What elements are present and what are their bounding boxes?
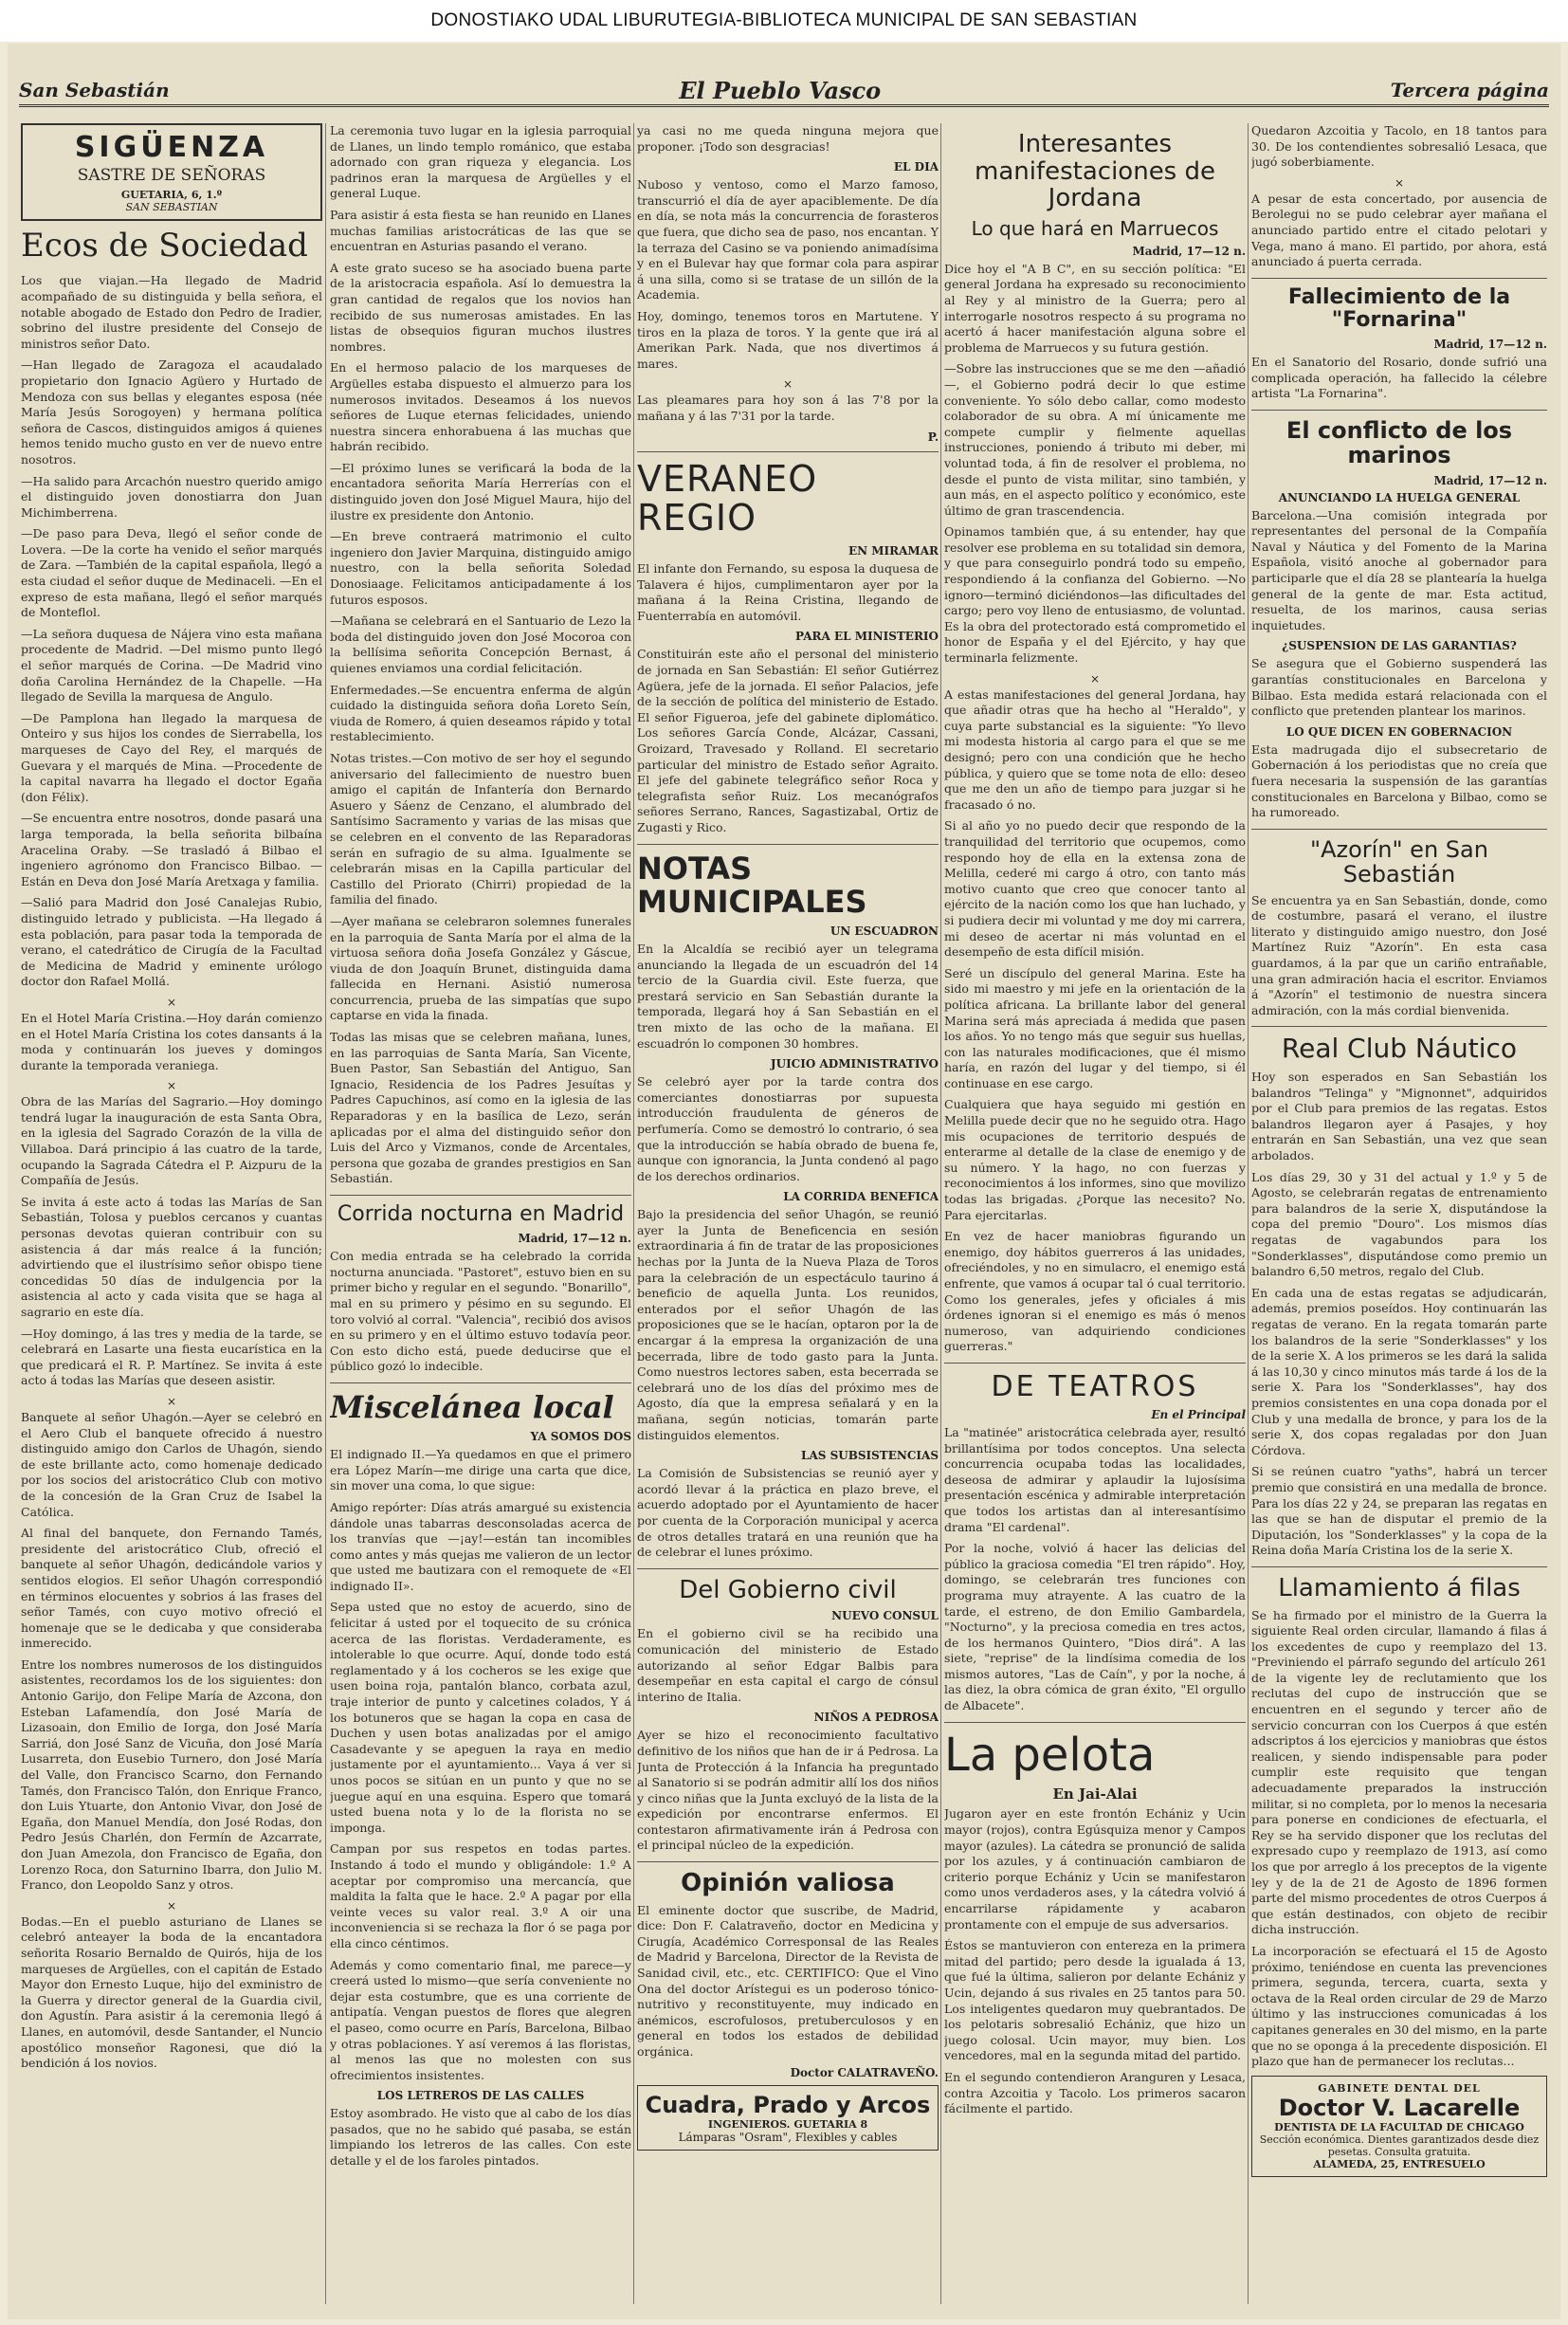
article-paragraph: Se invita á este acto á todas las Marías de San Sebastián, Tolosa y pueblos cercanos y cuantas personas devotas quieran contribuir con su asistencia á dar más realce á la función; advirtiendo que el ilustrísimo señor obispo tiene concedidas 50 días de indulgencia por la asistencia al acto y cada visita que se haga al sagrario en este día.	[21, 1194, 322, 1320]
article-paragraph: El infante don Fernando, su esposa la duquesa de Talavera é hijos, cumplimentaron ayer por la mañana á la Reina Cristina, llegando de Fuenterrabía en automóvil.	[637, 561, 939, 623]
article-paragraph: Se ha firmado por el ministro de la Guerra la siguiente Real orden circular, llamando á filas á los excedentes de cupo y reemplazo del 13. "Previniendo el párrafo segundo del artículo 261 de la vigente ley de reclutamiento que los reclutas del cupo de instrucción que se encuentren en el segundo y tercer año de servicio concurran con los Cuerpos á que estén adscriptos á los ejercicios y maniobras que éstos realicen, y siendo indispensable para poder cumplir este requisito que tengan adecuadamente preparados la instrucción militar, si no completa, por lo menos la necesaria para ponerse en condiciones de efectuarla, el Rey se ha servido disponer que los reclutas del expresado cupo y reemplazo de 1913, así como los que por arreglo á los preceptos de la vigente ley y de la de 21 de Agosto de 1896 formen parte del mismo procedentes de otros Cuerpos á que están destinados, con objeto de recibir dicha instrucción.	[1251, 1607, 1547, 1937]
article-paragraph: Banquete al señor Uhagón.—Ayer se celebró en el Aero Club el banquete ofrecido á nuestro distinguido amigo don Carlos de Uhagón, siendo de este brillante acto, como homenaje dedicado por los socios del aristocrático Club con motivo de la concesión de la Gran Cruz de Isabel la Católica.	[21, 1409, 322, 1519]
article-paragraph: Ayer se hizo el reconocimiento facultativo definitivo de los niños que han de ir á Pedrosa. La Junta de Protección á la Infancia ha preguntado al Sanatorio si se podrán admitir allí los dos niños y cinco niñas que la Junta excluyó de la lista de la expedición por encontrarse enfermos. El contestaron afirmativamente irán á Pedrosa con el principal núcleo de la expedición.	[637, 1728, 939, 1853]
article-paragraph: Con media entrada se ha celebrado la corrida nocturna anunciada. "Pastoret", estuvo bien en su primer bicho y regular en el segundo. "Bonarillo", mal en su primero y pésimo en su segundo. El toro volvió al corral. "Valencia", recibió dos avisos en su primero y en el último estuvo todavía peor. Con esto dicho está, puede deducirse que el público gozó lo indecible.	[330, 1249, 631, 1374]
dateline: Madrid, 17—12 n.	[1433, 473, 1547, 487]
article-paragraph: A pesar de esta concertado, por ausencia de Berolegui no se pudo celebrar ayer mañana el anunciado partido entre el citado pelotari y Vega, mano á mano. El partido, por ahora, está anunciado á puerta cerrada.	[1251, 191, 1547, 269]
ad-kicker: GABINETE DENTAL DEL	[1318, 2081, 1481, 2095]
article-paragraph: En el gobierno civil se ha recibido una comunicación del ministerio de Estado autorizando al señor Edgar Balbis para desempeñar en esta capital el cargo de cónsul interino de Italia.	[637, 1626, 939, 1704]
article-paragraph: Jugaron ayer en este frontón Echániz y Ucin mayor (rojos), contra Egúsquiza menor y Campos mayor (azules). La cátedra se pronunció de salida por los azules, y á continuación cambiaron de criterio porque Echániz y Ucin se manifestaron como unos verdaderos ases, y la cátedra volvió á encarrilarse rápidamente y acabaron prontamente con el empuje de sus adversarios.	[944, 1806, 1246, 1931]
headline-marinos: El conflicto de los marinos	[1285, 416, 1513, 469]
headline-fornarina: Fallecimiento de la "Fornarina"	[1287, 284, 1511, 332]
separator-mark: ×	[1089, 671, 1101, 686]
separator-mark: ×	[166, 995, 177, 1009]
subhead: LA CORRIDA BENEFICA	[783, 1190, 939, 1204]
article-paragraph: Opinamos también que, á su entender, hay que resolver ese problema en su totalidad sin demora, y que para conseguirlo pondrá todo su empeño, respondiendo á la confianza del Gobierno. —No ignoro—terminó diciéndonos—las dificultades del cargo; pero voy lleno de entusiasmo, de voluntad. Es la obra del protectorado está comprometido el honor de España y el del Ejército, y hay que terminarla felizmente.	[944, 524, 1246, 666]
archive-banner: DONOSTIAKO UDAL LIBURUTEGIA-BIBLIOTECA MUNICIPAL DE SAN SEBASTIAN	[0, 0, 1568, 42]
column-rule	[633, 123, 634, 2304]
subhead: EN MIRAMAR	[848, 544, 939, 558]
article-paragraph: En vez de hacer maniobras figurando un enemigo, doy hábitos guerreros á las unidades, ofreciéndoles, y no en simulacro, el enemigo está enfrente, que vamos á ocupar tal ó cual territorio. Como los generales, jefes y oficiales á mis órdenes ignoran si el enemigo es más ó menos numeroso, van adquiriendo condiciones guerreras."	[944, 1229, 1246, 1354]
article-paragraph: Hoy, domingo, tenemos toros en Martutene. Y tiros en la plaza de toros. Y la gente que irá al Amerikan Park. Nada, que nos divertimos á mares.	[637, 308, 939, 371]
article-paragraph: Enfermedades.—Se encuentra enferma de algún cuidado la distinguida señora doña Loreto Seín, viuda de Romero, á quien deseamos rápido y total restablecimiento.	[330, 682, 631, 744]
article-paragraph: Estoy asombrado. He visto que al cabo de los días pasados, que no he sabido qué pasaba, se están limpiando los letreros de las calles. Con este detalle y el de los faroles pintados.	[330, 2106, 631, 2169]
ad-name: Doctor V. Lacarelle	[1278, 2094, 1521, 2121]
article-paragraph: Si al año yo no puedo decir que respondo de la tranquilidad del territorio que ocupemos, como respondo hoy de ella en la extensa zona de Melilla, cederé mi cargo á otro, con tanto más motivo cuanto que creo que conocer tanto al ejército de la nación como los que han luchado, y si pudiera decir mi voluntad y me doy mi carrera, mi deseo de acertar ni más voluntad en el desempeño de esta difícil misión.	[944, 818, 1246, 960]
article-paragraph: La Comisión de Subsistencias se reunió ayer y acordó llevar á la práctica en plazo breve, el acuerdo adoptado por el Ayuntamiento de hacer por cuenta de la Corporación municipal y acerca de otros detalles tratará en una reunión que ha de celebrar el lunes próximo.	[637, 1466, 939, 1560]
siguenza-ad	[21, 123, 322, 221]
article-paragraph: Los días 29, 30 y 31 del actual y 1.º y 5 de Agosto, se celebrarán regatas de entrenamiento para balandros de la serie X, disputándose la copa del premio "Douro". Los mismos días regatas de vagabundos para los "Sonderklasses", disputándose como premio un balandro 6,50 metros, regalo del Club.	[1251, 1169, 1547, 1279]
running-head-right: Tercera página	[1390, 79, 1549, 101]
headline-opinion: Opinión valiosa	[681, 1869, 895, 1898]
article-paragraph: Para asistir á esta fiesta se han reunido en Llanes muchas familias aristocráticas de las que se encuentran en Asturias pasando el verano.	[330, 207, 631, 254]
divider	[330, 1195, 631, 1196]
article-paragraph: A estas manifestaciones del general Jordana, hay que añadir otras que ha hecho al "Heraldo", y cuya parte substancial es la siguiente: "Yo llevo mi modesta historia al cargo para el que se me designó; pero con una condición que he hecho pública, y quiero que se tome nota de ello: deseo que me den un año de tiempo para juzgar si he fracasado ó no.	[944, 687, 1246, 812]
cuadra-ad	[637, 2085, 939, 2151]
article-paragraph: Éstos se mantuvieron con entereza en la primera mitad del partido; pero desde la igualada á 13, que fué la última, salieron por delante Echániz y Ucin, dejando á sus rivales en 25 tantos para 50. Los inteligentes quedaron muy quebrantados. De los pelotaris sobresalió Echániz, que hizo un juego colosal. Ucin mayor, muy bien. Los vencedores, mal en la segunda mitad del partido.	[944, 1938, 1246, 2063]
article-paragraph: ya casi no me queda ninguna mejora que proponer. ¡Todo son desgracias!	[637, 123, 939, 154]
article-paragraph: Obra de las Marías del Sagrario.—Hoy domingo tendrá lugar la inauguración de esta Santa Obra, en la iglesia del Sagrado Corazón de la villa de Villaboa. Dará principio á las cuatro de la tarde, ocupando la Sagrada Cátedra el P. Aizpuru de la Compañía de Jesús.	[21, 1094, 322, 1188]
divider	[1251, 829, 1547, 830]
subhead: LO QUE DICEN EN GOBERNACION	[1285, 724, 1513, 739]
subhead: ANUNCIANDO LA HUELGA GENERAL	[1278, 490, 1521, 504]
article-paragraph: En el segundo contendieron Aranguren y Lesaca, contra Azcoitia y Tacolo. Los primeros sacaron fácilmente el partido.	[944, 2069, 1246, 2116]
ad-city: SAN SEBASTIAN	[125, 201, 218, 213]
headline-llamamiento: Llamamiento á filas	[1278, 1573, 1521, 1602]
section-title: Ecos de Sociedad	[21, 227, 308, 265]
article-paragraph: Dice hoy el "A B C", en su sección política: "El general Jordana ha expresado su reconocimiento al Rey y al ministro de la Guerra; pero al interrogarle nosotros respecto á su programa no acertó á hacer manifestación alguna sobre el problema de Marruecos y su futura gestión.	[944, 261, 1246, 355]
headline-teatros: DE TEATROS	[991, 1369, 1199, 1403]
article-paragraph: Hoy son esperados en San Sebastián los balandros "Telinga" y "Mignonnet", adquiridos por el Club para premios de las regatas. Estos balandros llegaron ayer á Pasajes, y hoy entrarán en San Sebastián, una vez que sean arbolados.	[1251, 1070, 1547, 1163]
article-paragraph: En la Alcaldía se recibió ayer un telegrama anunciando la llegada de un escuadrón del 14 tercio de la Guardia civil. Este fuerza, que prestará servicio en San Sebastián durante la temporada, llegará hoy á San Sebastián en el tren mixto de las ocho de la mañana. El escuadrón lo componen 30 hombres.	[637, 941, 939, 1051]
running-head-left: San Sebastián	[19, 79, 170, 101]
separator-mark: ×	[1394, 175, 1405, 190]
divider	[1251, 1566, 1547, 1567]
ad-sub: INGENIEROS. GUETARIA 8	[707, 2117, 868, 2131]
subhead: En el Principal	[1151, 1407, 1246, 1421]
article-paragraph: Campan por sus respetos en todas partes. Instando á todo el mundo y obligándole: 1.º A aceptar por compromiso una mercancía, que maldita la falta que le hace. 2.º A pagar por ella veinte veces su valor real. 3.º A oir una inconveniencia si se rechaza la flor ó se paga por ella cinco céntimos.	[330, 1841, 631, 1950]
article-paragraph: El eminente doctor que suscribe, de Madrid, dice: Don F. Calatraveño, doctor en Medicina y Cirugía, Académico Corresponsal de las Reales de Madrid y Barcelona, Director de la Revista de Sanidad civil, etc., etc. CERTIFICO: Que el Vino Ona del doctor Arístegui es un poderoso tónico-nutritivo y reconstituyente, muy indicado en anémicos, escrofulosos, pretuberculosos y en general en todos los estados de debilidad orgánica.	[637, 1902, 939, 2059]
article-paragraph: Bajo la presidencia del señor Uhagón, se reunió ayer la Junta de Beneficencia en sesión extraordinaria á fin de tratar de las proposiciones hechas por la Junta de la Nueva Plaza de Toros para la celebración de un espectáculo taurino á beneficio de aquella Junta. Los reunidos, enterados por el señor Uhagón de las proposiciones que se le hacían, optaron por la de encargar á la empresa la organización de una becerrada, libre de todo gasto para la Junta. Como nuestros lectores saben, esta becerrada se celebrará uno de los días del próximo mes de Agosto, día que la empresa señalará y en la mañana, según noticias, tomarán parte distinguidos elementos.	[637, 1207, 939, 1442]
newspaper-page	[8, 44, 1560, 2319]
article-paragraph: Constituirán este año el personal del ministerio de jornada en San Sebastián: El señor Gutiérrez Agüera, jefe de la jornada. El señor Palacios, jefe de la sección de política del ministerio de Estado. El señor Figueroa, jefe del gabinete diplomático. Los señores García Conde, Alcázar, Cassani, Groizard, Travesado y Rolland. El secretario particular del ministro de Estado señor Agraito. El jefe del gabinete telegráfico señor Roca y telegrafista señor Ruiz. Los mecanógrafos señores Serrano, Rances, Sagastizabal, Ortiz de Zugasti y Rico.	[637, 647, 939, 834]
divider	[330, 1382, 631, 1383]
article-paragraph: Además y como comentario final, me parece—y creerá usted lo mismo—que sería conveniente no dejar esta costumbre, que es una corriente de antipatía. Vengan puestos de flores que alegren el paseo, como ocurre en París, Barcelona, Bilbao y otras poblaciones. Y así veremos á las floristas, al menos las que no molesten con sus ofrecimientos insistentes.	[330, 1957, 631, 2082]
subhead: YA SOMOS DOS	[530, 1430, 631, 1444]
ad-line: DENTISTA DE LA FACULTAD DE CHICAGO	[1274, 2120, 1524, 2133]
article-paragraph: Al final del banquete, don Fernando Tamés, presidente del aristocrático Club, ofreció el banquete al señor Uhagón, dedicándole varios y sentidos elogios. El señor Uhagón correspondió en términos elocuentes y sobrios á las frases del señor Tamés, con cuyo motivo ofreció el homenaje que se le dedicaba y que consideraba inmerecido.	[21, 1526, 322, 1651]
subhead: ¿SUSPENSION DE LAS GARANTIAS?	[1282, 639, 1517, 653]
article-paragraph: Quedaron Azcoitia y Tacolo, en 18 tantos para 30. De los contendientes sobresalió Lesaca, que jugó soberbiamente.	[1251, 123, 1547, 170]
article-paragraph: —Sobre las instrucciones que se me den —añadió—, el Gobierno podrá decir lo que estime conveniente. Yo sólo debo callar, como modesto colaborador de su obra. A mí únicamente me compete cumplir y fielmente aquellas instrucciones, poniendo á tributo mi deber, mi voluntad toda, á fin de resolver el problema, no desde el punto de vista militar, sino también, y aun más, en el aspecto político y económico, este último de gran trascendencia.	[944, 361, 1246, 518]
article-paragraph: Amigo repórter: Días atrás amargué su existencia dándole unas tabarras desconsoladas acerca de los tranvías que —¡ay!—están tan incomibles como antes y más quejas me valieron de un lector que usted me bautizara con el remoquete de «El indignado II».	[330, 1499, 631, 1593]
subhead: JUICIO ADMINISTRATIVO	[770, 1057, 939, 1071]
article-paragraph: Barcelona.—Una comisión integrada por representantes del personal de la Compañía Naval y Náutica y del Fomento de la Marina Española, visitó anoche al gobernador para participarle que el día 28 se plantearía la huelga general de la gente de mar. Esta actitud, resuelta, de los marinos, causa serias inquietudes.	[1251, 507, 1547, 632]
ad-line: Lámparas "Osram", Flexibles y cables	[678, 2130, 898, 2144]
ad-line: Sección económica. Dientes garantizados desde diez pesetas. Consulta gratuita.	[1259, 2133, 1540, 2158]
subhead: NIÑOS A PEDROSA	[813, 1711, 939, 1725]
divider	[637, 844, 939, 845]
subheadline-marruecos: Lo que hará en Marruecos	[971, 216, 1219, 240]
ad-address: ALAMEDA, 25, ENTRESUELO	[1313, 2157, 1486, 2170]
article-paragraph: En cada una de estas regatas se adjudicarán, además, premios poseídos. Hoy continuarán las regatas de verano. En la regata tomarán parte los balandros de la serie "Sonderklasses" y los de la serie X. A los primeros se les dará la salida á las 10,30 y cinco minutos más tarde á los de la serie X. Para los "Sonderklasses", hay dos premios consistentes en una copa donada por el Club y una medalla de bronce, y para los de la serie X, dos copas regaladas por don Juan Córdova.	[1251, 1285, 1547, 1457]
article-paragraph: Los que viajan.—Ha llegado de Madrid acompañado de su distinguida y bella señora, el notable abogado de Estado don Pedro de Iradier, sobrino del ilustre presidente del Consejo de ministros señor Dato.	[21, 273, 322, 351]
article-paragraph: La ceremonia tuvo lugar en la iglesia parroquial de Llanes, un lindo templo románico, que estaba adornado con gran riqueza y elegancia. Los padrinos eran la marquesa de Argüelles y el general Luque.	[330, 123, 631, 201]
article-paragraph: —De paso para Deva, llegó el señor conde de Lovera. —De la corte ha venido el señor marqués de Zara. —También de la capital española, llegó a esta ciudad el señor duque de Medinaceli. —En el expreso de esta mañana, llegó el señor marqués de Monteflol.	[21, 526, 322, 620]
headline-notas: NOTAS MUNICIPALES	[637, 850, 867, 920]
divider	[944, 1722, 1246, 1723]
column-3	[637, 123, 939, 2304]
headline-miscelanea: Miscelánea local	[330, 1388, 614, 1425]
separator-mark: ×	[166, 1079, 177, 1093]
article-paragraph: La "matinée" aristocrática celebrada ayer, resultó brillantísima por todos conceptos. Una selecta concurrencia ocupaba todas las localidades, deseosa de admirar y aplaudir la lujosísima presentación escénica y admirable interpretación que todos los artistas dan al interesantísimo drama "El cardenal".	[944, 1424, 1246, 1534]
ad-name: SIGÜENZA	[74, 131, 269, 164]
article-paragraph: —Salió para Madrid don José Canalejas Rubio, distinguido letrado y publicista. —Ha llegado á esta población, para pasar toda la temporada de verano, el catedrático de Cirugía de la Facultad de Medicina de Madrid y eminente urólogo doctor don Rafael Mollá.	[21, 895, 322, 989]
masthead: El Pueblo Vasco	[679, 76, 882, 104]
headline-pelota: La pelota	[944, 1728, 1156, 1782]
headline-jordana: Interesantes manifestaciones de Jordana	[975, 130, 1215, 213]
signature: P.	[927, 430, 939, 444]
article-paragraph: Nuboso y ventoso, como el Marzo famoso, transcurrió el día de ayer apaciblemente. De día en día, se nota más la concurrencia de forasteros que fuera, que dicho sea de paso, nos encantan. Y la terraza del Casino se va poniendo animadísima y en el Bulevar hay que formar cola para aspirar á una silla, como si se tratase de un sillón de la Academia.	[637, 177, 939, 302]
signature: Doctor CALATRAVEÑO.	[790, 2065, 939, 2079]
article-paragraph: Esta madrugada dijo el subsecretario de Gobernación á los periodistas que no creía que fuera necesaria la suspensión de las garantías constitucionales en Barcelona y Bilbao, como se ha rumoreado.	[1251, 741, 1547, 820]
divider	[1251, 1026, 1547, 1027]
column-rule	[940, 123, 941, 2304]
article-paragraph: Bodas.—En el pueblo asturiano de Llanes se celebró anteayer la boda de la encantadora señorita Rosario Bernaldo de Quirós, hija de los marqueses de Argüelles, con el capitán de Estado Mayor don Ernesto Luque, hijo del exministro de la Guerra y director general de la Guardia civil, don Agustín. Para asistir á la ceremonia llegó á Llanes, en automóvil, desde Santander, el Nuncio apostólico monseñor Ragonesi, que dió la bendición á los novios.	[21, 1913, 322, 2071]
column-1	[21, 123, 322, 2304]
ad-address: GUETARIA, 6, 1.º	[120, 189, 223, 201]
subhead: PARA EL MINISTERIO	[795, 630, 939, 644]
dateline: Madrid, 17—12 n.	[1433, 338, 1547, 352]
article-paragraph: Todas las misas que se celebren mañana, lunes, en las parroquias de Santa María, San Vicente, Buen Pastor, San Sebastián del Antiguo, San Ignacio, Residencia de los Padres Jesuítas y Padres Capuchinos, así como en la iglesia de las Reparadoras y en la basílica de Lezo, serán aplicadas por el alma del distinguido señor don Luis del Arco y Vizmanos, conde de Arcentales, persona que gozaba de grandes prestigios en San Sebastián.	[330, 1030, 631, 1186]
subhead: En Jai-Alai	[1052, 1785, 1138, 1803]
divider	[944, 1363, 1246, 1364]
headline-veraneo: VERANEO REGIO	[637, 457, 818, 540]
signature: EL DIA	[893, 160, 939, 174]
subhead: NUEVO CONSUL	[831, 1609, 939, 1623]
column-4	[944, 123, 1246, 2304]
article-paragraph: —De Pamplona han llegado la marquesa de Onteiro y sus hijos los condes de Sierrabella, los marqueses de Cayo del Rey, el marqués de Guevara y el marqués de Mina. —Procedente de la capital navarra ha llegado el doctor Egaña (don Félix).	[21, 710, 322, 804]
article-paragraph: —En breve contraerá matrimonio el culto ingeniero don Javier Marquina, distinguido amigo nuestro, con la bella señorita Soledad Donosiaage. Felicitamos anticipadamente á los futuros esposos.	[330, 529, 631, 607]
article-paragraph: En el hermoso palacio de los marqueses de Argüelles estaba dispuesto el almuerzo para los numerosos invitados. Deseamos á los nuevos señores de Luque eternas felicidades, uniendo nuestra sincera enhorabuena á las muchas que habrán recibido.	[330, 360, 631, 454]
article-paragraph: Seré un discípulo del general Marina. Este ha sido mi maestro y mi jefe en la orientación de la política africana. La brillante labor del general Marina será más apreciada á medida que pasen los años. Yo no tengo más que seguir sus huellas, con las naturales modificaciones, que él mismo haría, en razón del lugar y del tiempo, si él continuase en ese cargo.	[944, 965, 1246, 1090]
article-paragraph: Por la noche, volvió á hacer las delicias del público la graciosa comedia "El tren rápido". Hoy, domingo, se celebrarán tres funciones con programa muy atrayente. A las cuatro de la tarde, el estreno, de don Emilio Gambardela, "Nocturno", y la preciosa comedia en tres actos, de los hermanos Quintero, "Dios dirá". A las siete, "reprise" de la lindísima comedia de los mismos autores, "Las de Caín", y por la noche, á las diez, la obra cómica de gran éxito, "El orgullo de Albacete".	[944, 1541, 1246, 1713]
article-paragraph: La incorporación se efectuará el 15 de Agosto próximo, teniéndose en cuenta las prevenciones primera, segunda, tercera, cuarta, sexta y octava de la Real orden circular de 29 de Marzo último y las instrucciones comunicadas á los capitanes generales en 30 del mismo, en la parte que no se oponga á la precedente disposición. El plazo que han de permanecer los reclutas...	[1251, 1943, 1547, 2069]
article-paragraph: —La señora duquesa de Nájera vino esta mañana procedente de Madrid. —Del mismo punto llegó el señor marqués de Corina. —De Madrid vino doña Carolina Hernández de la Chapelle. —Ha llegado de Sevilla la marquesa de Angulo.	[21, 626, 322, 705]
article-paragraph: Notas tristes.—Con motivo de ser hoy el segundo aniversario del fallecimiento de nuestro buen amigo el capitán de Infantería don Bernardo Asuero y Sáenz de Cenzano, el alumbrado del Santísimo Sacramento y varias de las misas que se celebren en el convento de las Reparadoras serán en sufragio de su alma. Igualmente se celebrarán misas en la Capilla particular del Castillo del Priorato (Chirri) propiedad de la familia del finado.	[330, 750, 631, 907]
article-paragraph: —El próximo lunes se verificará la boda de la encantadora señorita María Herrerías con el distinguido joven don José Miguel Maura, hijo del ilustre ex presidente don Antonio.	[330, 460, 631, 522]
article-paragraph: —Se encuentra entre nosotros, donde pasará una larga temporada, la bella señorita bilbaína Aracelina Oraby. —Se trasladó á Bilbao el ingeniero agrónomo don Francisco Bilbao. —Están en Deva don José María Aretxaga y familia.	[21, 811, 322, 888]
separator-mark: ×	[166, 1394, 177, 1408]
article-paragraph: —Hoy domingo, á las tres y media de la tarde, se celebrará en Lasarte una fiesta eucarística en la que predicará el R. P. Martínez. Se invita á este acto á todas las Marías que deseen asistir.	[21, 1326, 322, 1388]
ad-trade: SASTRE DE SEÑORAS	[77, 166, 266, 185]
headline-nautico: Real Club Náutico	[1281, 1033, 1518, 1065]
article-paragraph: Las pleamares para hoy son á las 7'8 por la mañana y á las 7'31 por la tarde.	[637, 393, 939, 423]
dateline: Madrid, 17—12 n.	[1132, 244, 1246, 258]
dateline: Madrid, 17—12 n.	[518, 1232, 631, 1246]
lacarelle-ad	[1251, 2076, 1547, 2177]
running-head	[19, 76, 1549, 107]
divider	[637, 1861, 939, 1862]
article-paragraph: Se celebró ayer por la tarde contra dos comerciantes donostiarras por supuesta introducción fraudulenta de géneros de perfumería. Como se demostró lo contrario, ó sea que la introducción se había obrado de buena fe, aunque con ignorancia, la Junta condenó al pago de los derechos ordinarios.	[637, 1074, 939, 1183]
column-rule	[325, 123, 326, 2304]
column-5	[1251, 123, 1547, 2304]
article-paragraph: Sepa usted que no estoy de acuerdo, sino de felicitar á usted por el toquecito de su crónica acerca de las floristas. Verdaderamente, es intolerable lo que ocurre. Aquí, donde todo está reglamentado y á los cocheros se les exige que usen boina roja, pantalón blanco, corbata azul, traje interior de punto y calcetines colados, Y á los botuneros que se hagan la copa en casa de Duchen y usen botas analizadas por el amigo Casadevante y se apeguen la raya en medio justamente por el ayuntamiento... Vaya á ver si unos pocos se sitúan en un punto y que no se juegue aquí en una esquina. Espero que tomará usted buena nota y lo de la florista no se imponga.	[330, 1600, 631, 1835]
article-paragraph: Se asegura que el Gobierno suspenderá las garantías constitucionales en Barcelona y Bilbao. Esta medida estará relacionada con el conflicto que pretenden plantear los marinos.	[1251, 656, 1547, 719]
article-paragraph: Cualquiera que haya seguido mi gestión en Melilla puede decir que no he seguido otra. Hago mis ocupaciones de territorio después de enterarme al detalle de la clase de enemigo y de su número. Y la hago, no con fuerzas y reconocimientos á los informes, sino que movilizo todas las brigadas. ¿Porque las necesito? No. Para ejercitarlas.	[944, 1097, 1246, 1222]
separator-mark: ×	[166, 1898, 177, 1913]
divider	[637, 451, 939, 452]
article-paragraph: A este grato suceso se ha asociado buena parte de la aristocracia española. Así lo demuestra la gran cantidad de regalos que los novios han recibido de sus numerosas amistades. En las listas de obsequios figuran muchos ilustres nombres.	[330, 260, 631, 354]
divider	[637, 1568, 939, 1569]
separator-mark: ×	[782, 377, 793, 392]
subhead: UN ESCUADRON	[830, 924, 939, 938]
article-paragraph: —Ayer mañana se celebraron solemnes funerales en la parroquia de Santa María por el alma de la virtuosa señora doña Josefa González y Gáscue, viuda de don Joaquín Brunet, distinguida dama fallecida en Hernani. Asistió numerosa concurrencia, prueba de las simpatías que supo captarse en vida la finada.	[330, 913, 631, 1023]
article-paragraph: En el Sanatorio del Rosario, donde sufrió una complicada operación, ha fallecido la célebre artista "La Fornarina".	[1251, 355, 1547, 401]
headline-gobierno: Del Gobierno civil	[679, 1575, 897, 1604]
article-paragraph: Se encuentra ya en San Sebastián, donde, como de costumbre, pasará el verano, el ilustre literato y distinguido amigo nuestro, don José Martínez Ruiz "Azorín". En esta casa guardamos, á la par que un cariño entrañable, una gran admiración hacia el escritor. Enviamos á "Azorín" el testimonio de nuestra sincera admiración, con la más cordial bienvenida.	[1251, 892, 1547, 1017]
article-paragraph: Entre los nombres numerosos de los distinguidos asistentes, recordamos los de los siguientes: don Antonio Garijo, don Felipe María de Azcona, don Esteban Lafamendía, don José María de Lizasoain, don Emilio de Iorga, don José María Sarriá, don José Sanz de Vicuña, don José María Lusarreta, don Eusebio Turnero, don José María del Valle, don Francisco Scarno, don Fernando Tamés, don Francisco Talón, don Enrique Franco, don Luis Ytuarte, don Antonio Vivar, don José de Egaña, don Manuel Mendía, don José Rodas, don Pedro Jesús Charlén, don Fermín de Azcarrate, don Juan Amezola, don Francisco de Egaña, don Lorenzo Roca, don Saturnino Ibarra, don Julio M. Franco, don Leopoldo Sanz y otros.	[21, 1657, 322, 1893]
headline-corrida: Corrida nocturna en Madrid	[337, 1202, 625, 1226]
ad-title: Cuadra, Prado y Arcos	[645, 2091, 931, 2118]
divider	[1251, 410, 1547, 411]
headline-azorin: "Azorín" en San Sebastián	[1310, 835, 1488, 888]
article-paragraph: En el Hotel María Cristina.—Hoy darán comienzo en el Hotel María Cristina los cotes dansants á la moda y continuarán los jueves y domingos durante la temporada veraniega.	[21, 1010, 322, 1072]
article-paragraph: —Han llegado de Zaragoza el acaudalado propietario don Ignacio Agüero y Hurtado de Mendoza con sus bellas y elegantes esposa (née María Jesús Sorogoyen) y hermana política señora de Cascos, distinguidos amigos á quienes hemos tenido mucho gusto en ver de nuevo entre nosotros.	[21, 357, 322, 467]
article-paragraph: —Ha salido para Arcachón nuestro querido amigo el distinguido joven donostiarra don Juan Michimberrena.	[21, 473, 322, 520]
article-paragraph: —Mañana se celebrará en el Santuario de Lezo la boda del distinguido joven don José Mocoroa con la bellísima señorita Concepción Bernast, á quienes enviamos una cordial felicitación.	[330, 613, 631, 675]
subhead: LOS LETREROS DE LAS CALLES	[376, 2089, 585, 2103]
divider	[1251, 278, 1547, 279]
column-rule	[1248, 123, 1249, 2304]
column-2	[330, 123, 631, 2304]
subhead: LAS SUBSISTENCIAS	[801, 1449, 939, 1463]
article-paragraph: El indignado II.—Ya quedamos en que el primero era López Marín—me dirige una carta que dice, sin mover una coma, lo que sigue:	[330, 1447, 631, 1493]
article-paragraph: Si se reúnen cuatro "yaths", habrá un tercer premio que consistirá en una medalla de bronce. Para los días 22 y 24, se preparan las regatas en las que se han de disputar el premio de la Diputación, los "Sonderklasses" y la copa de la Reina doña María Cristina los de la serie X.	[1251, 1464, 1547, 1558]
